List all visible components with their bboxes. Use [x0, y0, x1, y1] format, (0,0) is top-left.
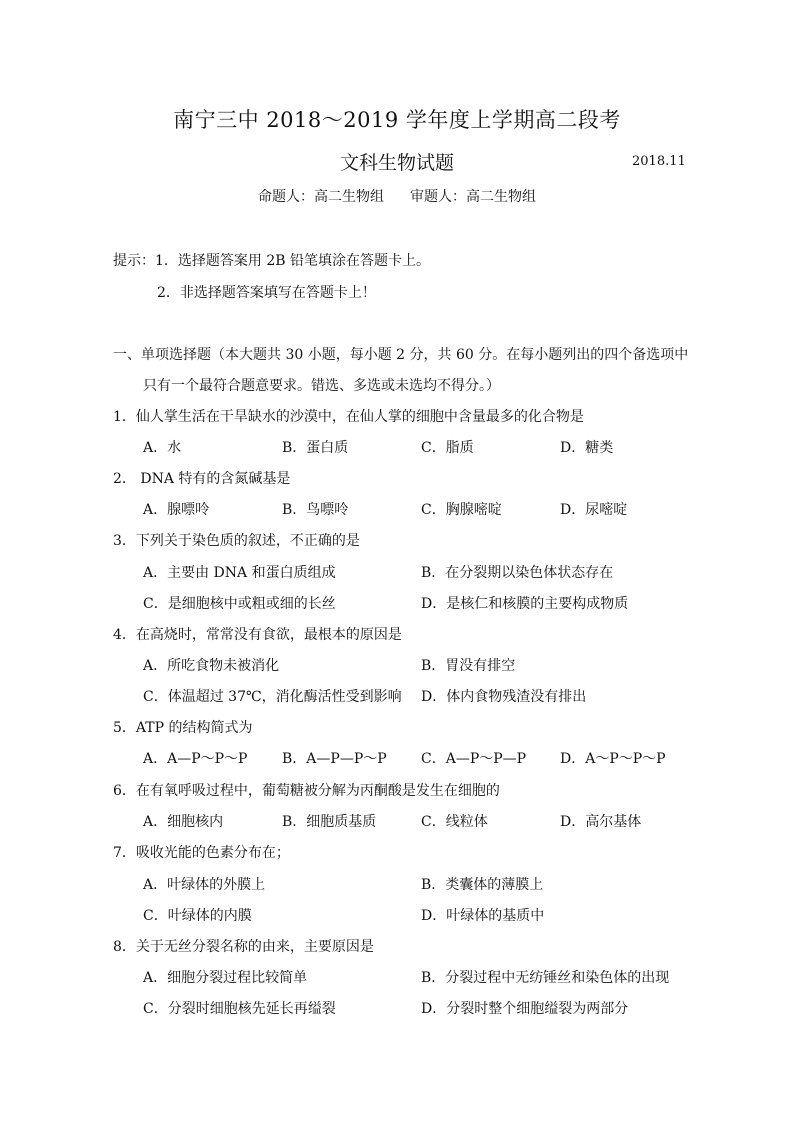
option-b: B．鸟嘌呤 — [282, 502, 349, 518]
option-d: D．A～P～P～P — [560, 751, 666, 767]
question-stem: 4．在高烧时，常常没有食欲，最根本的原因是 — [113, 627, 402, 643]
option-d: D．叶绿体的基质中 — [421, 908, 545, 924]
option-c: C．是细胞核中或粗或细的长丝 — [143, 596, 336, 612]
section-heading-line-2: 只有一个最符合题意要求。错选、多选或未选均不得分。） — [143, 378, 500, 394]
option-a: A．细胞核内 — [143, 814, 224, 830]
question-stem: 7．吸收光能的色素分布在； — [113, 845, 290, 861]
setter-label: 命题人：高二生物组 — [258, 189, 384, 205]
section-heading-line-1: 一、单项选择题（本大题共 30 小题，每小题 2 分，共 60 分。在每小题列出的四个备选项中 — [113, 347, 689, 363]
question-stem: 2． DNA 特有的含氮碱基是 — [113, 471, 291, 487]
option-b: B．在分裂期以染色体状态存在 — [421, 565, 614, 581]
question-stem: 8．关于无丝分裂名称的由来，主要原因是 — [113, 939, 374, 955]
option-b: B．分裂过程中无纺锤丝和染色体的出现 — [421, 970, 670, 986]
question-stem: 5．ATP 的结构简式为 — [113, 720, 253, 736]
option-b: B．蛋白质 — [282, 440, 349, 456]
question-stem: 6．在有氧呼吸过程中，葡萄糖被分解为丙酮酸是发生在细胞的 — [113, 783, 500, 799]
exam-subtitle: 文科生物试题 — [339, 152, 454, 174]
tip-line-2: 2．非选择题答案填写在答题卡上！ — [157, 285, 376, 301]
option-a: A．叶绿体的外膜上 — [143, 877, 266, 893]
option-b: B．A—P—P～P — [282, 751, 387, 767]
option-c: C．A—P～P—P — [421, 751, 527, 767]
option-d: D．是核仁和核膜的主要构成物质 — [421, 596, 629, 612]
option-a: A．所吃食物未被消化 — [143, 658, 280, 674]
question-stem: 1．仙人掌生活在干旱缺水的沙漠中，在仙人掌的细胞中含量最多的化合物是 — [113, 409, 584, 425]
option-c: C．体温超过 37℃，消化酶活性受到影响 — [143, 689, 402, 705]
option-c: C．胸腺嘧啶 — [421, 502, 502, 518]
option-c: C．脂质 — [421, 440, 474, 456]
reviewer-label: 审题人：高二生物组 — [410, 189, 536, 205]
option-d: D．体内食物残渣没有排出 — [421, 689, 587, 705]
question-stem: 3．下列关于染色质的叙述，不正确的是 — [113, 533, 360, 549]
exam-title: 南宁三中 2018～2019 学年度上学期高二段考 — [173, 108, 621, 132]
option-d: D．尿嘧啶 — [560, 502, 628, 518]
option-b: B．细胞质基质 — [282, 814, 377, 830]
option-c: C．线粒体 — [421, 814, 488, 830]
option-d: D．高尔基体 — [560, 814, 642, 830]
option-a: A．水 — [143, 440, 182, 456]
option-c: C．叶绿体的内膜 — [143, 908, 252, 924]
option-d: D．糖类 — [560, 440, 614, 456]
option-a: A．细胞分裂过程比较简单 — [143, 970, 308, 986]
option-b: B．胃没有排空 — [421, 658, 516, 674]
tip-line-1: 提示：1．选择题答案用 2B 铅笔填涂在答题卡上。 — [113, 253, 431, 269]
exam-date: 2018.11 — [632, 154, 686, 169]
option-a: A．A—P～P～P — [143, 751, 248, 767]
authors-line — [0, 186, 794, 206]
option-d: D．分裂时整个细胞缢裂为两部分 — [421, 1001, 629, 1017]
option-b: B．类囊体的薄膜上 — [421, 877, 544, 893]
option-a: A．主要由 DNA 和蛋白质组成 — [143, 565, 336, 581]
option-c: C．分裂时细胞核先延长再缢裂 — [143, 1001, 336, 1017]
option-a: A．腺嘌呤 — [143, 502, 210, 518]
